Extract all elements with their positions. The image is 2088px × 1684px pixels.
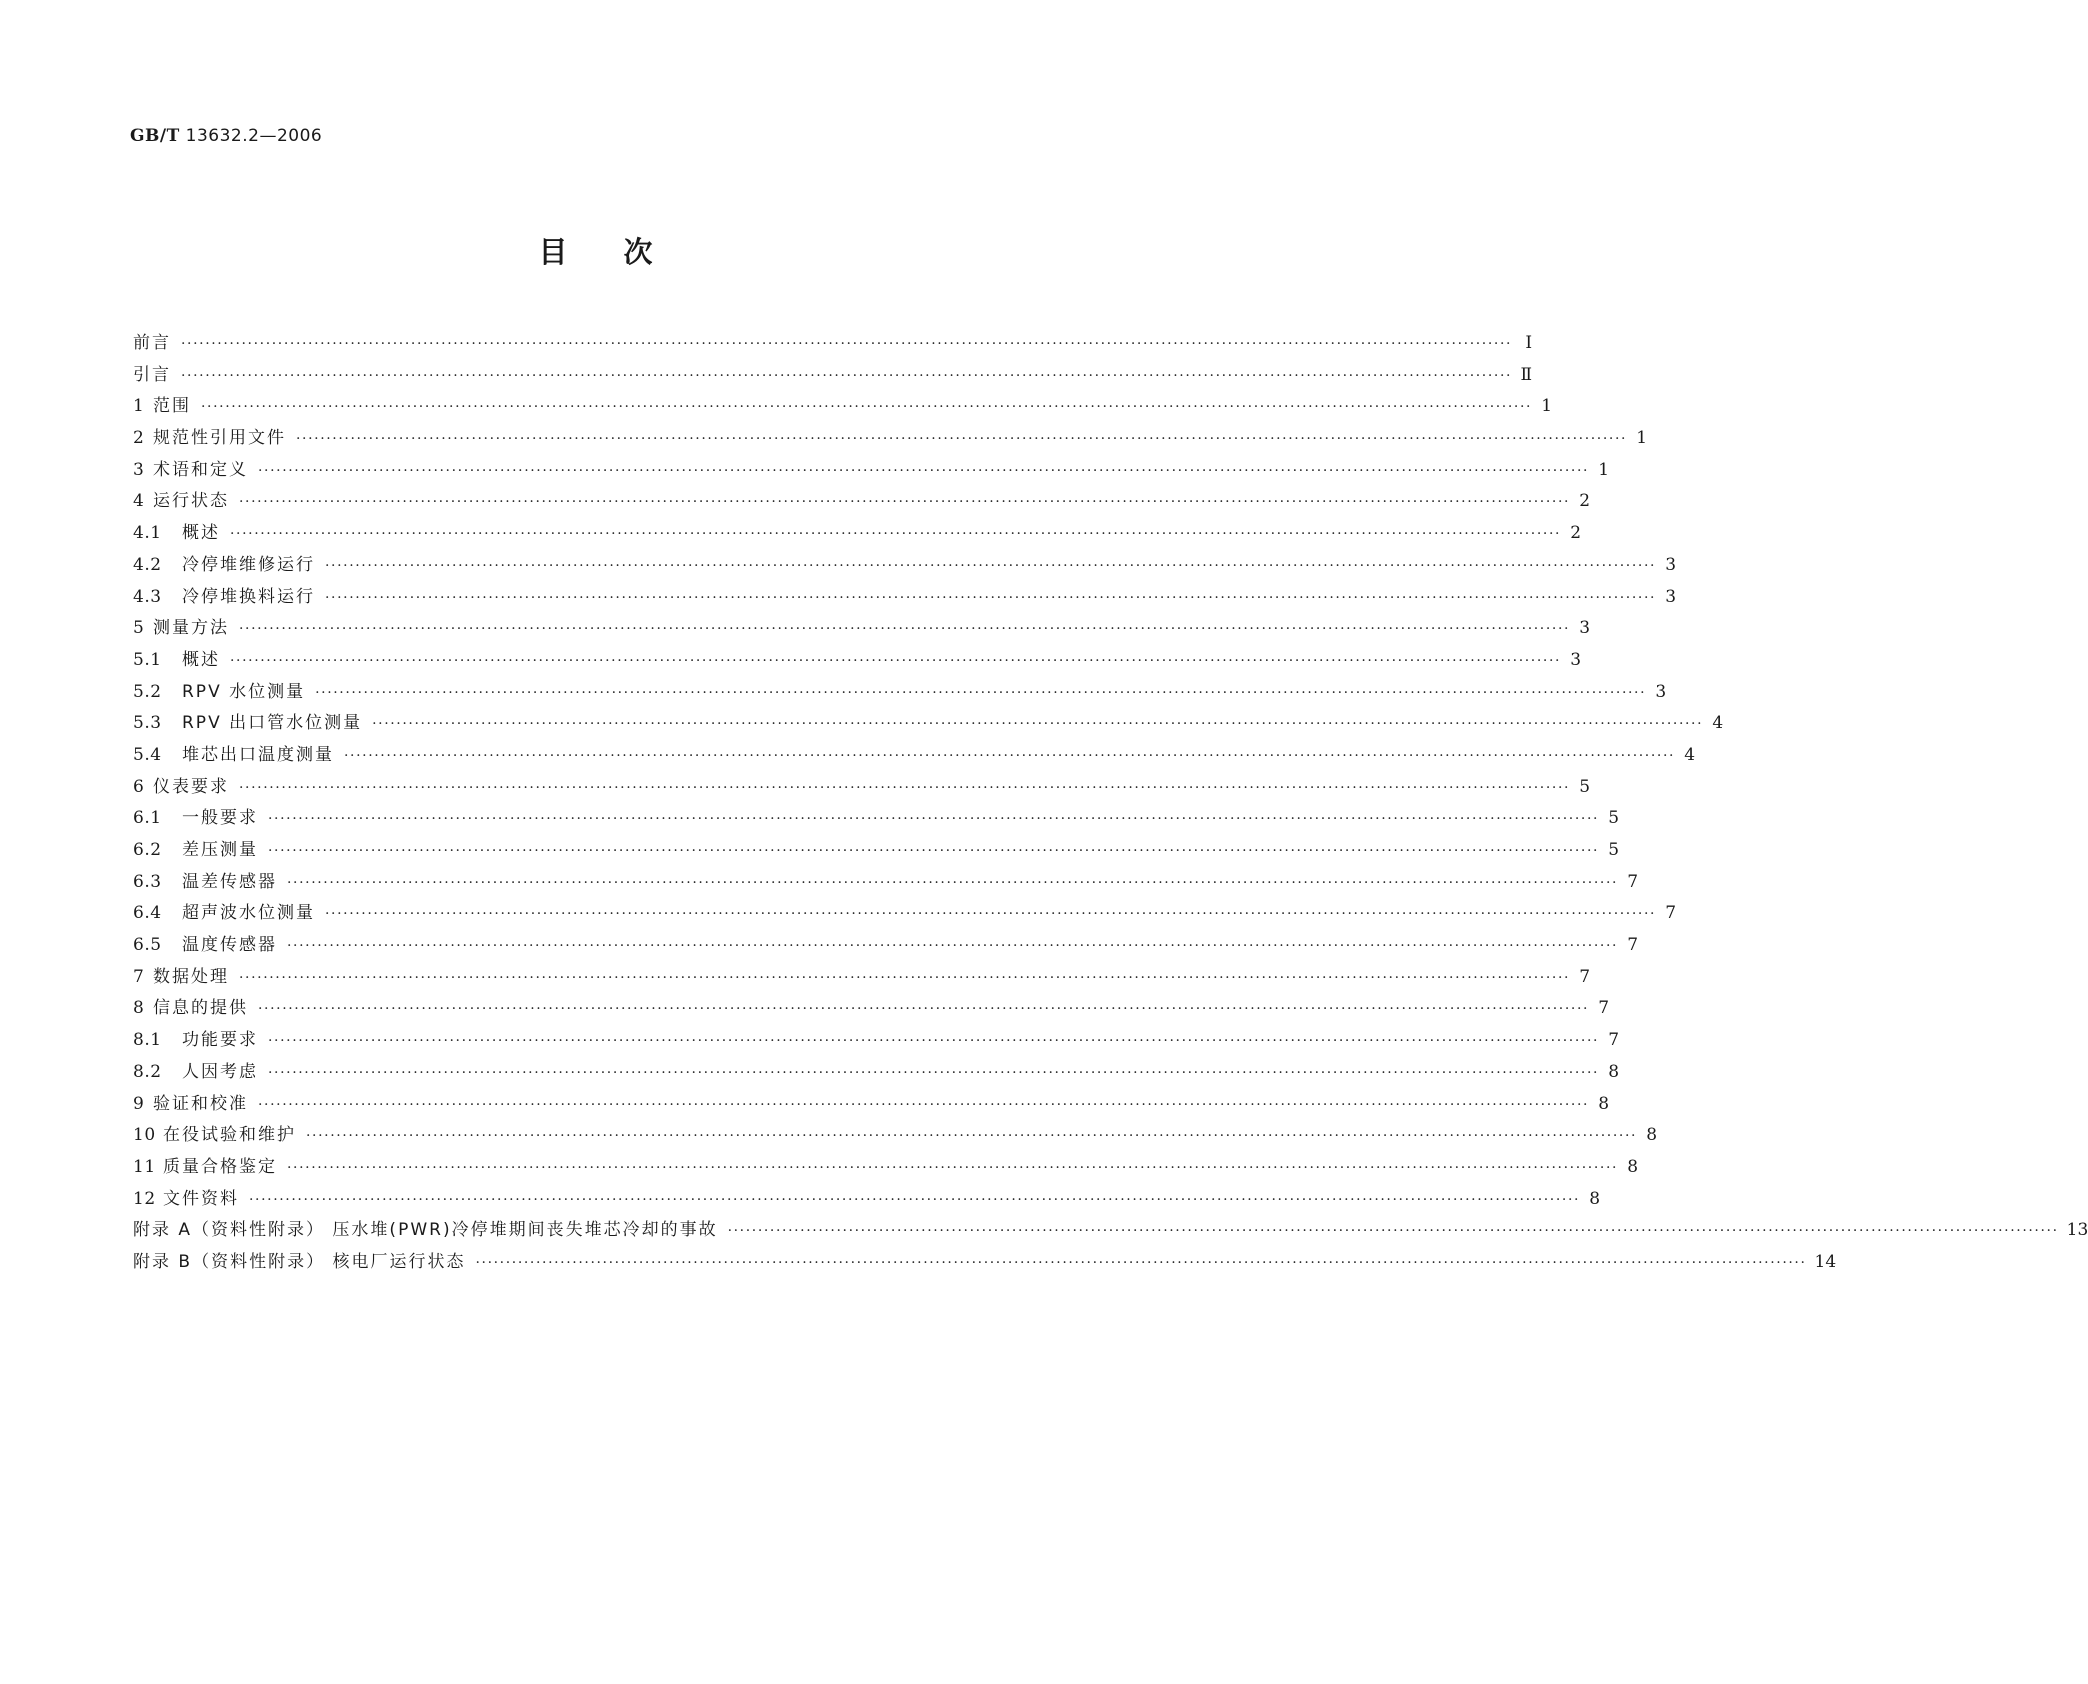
toc-entry[interactable] bbox=[133, 835, 1620, 867]
toc-entry-page: 3 bbox=[1665, 554, 1677, 575]
toc-entry-label: 一般要求 bbox=[182, 808, 258, 829]
toc-entry-label: 质量合格鉴定 bbox=[163, 1156, 277, 1177]
toc-entry-number: 5 bbox=[133, 618, 145, 639]
toc-entry[interactable] bbox=[133, 518, 1582, 550]
toc-dot-leader: ···························································································································································································································· bbox=[306, 1128, 1638, 1145]
toc-entry[interactable] bbox=[133, 645, 1582, 677]
document-code bbox=[130, 126, 322, 146]
toc-entry-page: 1 bbox=[1598, 459, 1610, 480]
toc-entry-number: 12 bbox=[133, 1188, 156, 1209]
toc-entry-number: 4.1 bbox=[133, 523, 162, 544]
toc-entry[interactable] bbox=[133, 328, 1533, 360]
toc-entry[interactable] bbox=[133, 1152, 1639, 1184]
toc-dot-leader: ···························································································································································································································· bbox=[181, 367, 1513, 384]
toc-dot-leader: ···························································································································································································································· bbox=[239, 969, 1571, 986]
toc-entry-page: 3 bbox=[1665, 586, 1677, 607]
toc-entry-label: 测量方法 bbox=[153, 618, 229, 639]
toc-entry-number: 11 bbox=[133, 1156, 156, 1177]
toc-entry[interactable] bbox=[133, 1025, 1620, 1057]
toc-entry-page: 5 bbox=[1579, 776, 1591, 797]
toc-dot-leader: ···························································································································································································································· bbox=[268, 1064, 1600, 1081]
toc-entry-number: 5.1 bbox=[133, 649, 162, 670]
toc-entry-number: 2 bbox=[133, 428, 145, 449]
toc-dot-leader: ···························································································································································································································· bbox=[344, 747, 1676, 764]
document-code-number: 13632.2—2006 bbox=[185, 126, 323, 146]
toc-entry[interactable] bbox=[133, 391, 1553, 423]
toc-entry-label: 温差传感器 bbox=[182, 871, 277, 892]
toc-entry-page: 7 bbox=[1579, 966, 1591, 987]
toc-entry-label: 数据处理 bbox=[153, 966, 229, 987]
toc-dot-leader: ···························································································································································································································· bbox=[296, 431, 1628, 448]
toc-dot-leader: ···························································································································································································································· bbox=[230, 652, 1562, 669]
toc-entry-label: 附录 A（资料性附录） 压水堆(PWR)冷停堆期间丧失堆芯冷却的事故 bbox=[133, 1220, 718, 1241]
toc-entry[interactable] bbox=[133, 803, 1620, 835]
toc-entry[interactable] bbox=[133, 360, 1533, 392]
toc-entry-label: 在役试验和维护 bbox=[163, 1125, 296, 1146]
toc-entry-page: 14 bbox=[1814, 1251, 1837, 1272]
toc-dot-leader: ···························································································································································································································· bbox=[258, 462, 1590, 479]
toc-entry[interactable] bbox=[133, 930, 1639, 962]
toc-entry[interactable] bbox=[133, 677, 1667, 709]
toc-dot-leader: ···························································································································································································································· bbox=[268, 1033, 1600, 1050]
toc-entry-number: 4.2 bbox=[133, 554, 162, 575]
toc-entry-page: 7 bbox=[1665, 903, 1677, 924]
toc-entry[interactable] bbox=[133, 898, 1677, 930]
toc-entry-page: 5 bbox=[1608, 840, 1620, 860]
toc-entry-label: 冷停堆维修运行 bbox=[182, 554, 315, 575]
toc-entry-label: 温度传感器 bbox=[182, 935, 277, 956]
toc-entry-label: 人因考虑 bbox=[182, 1061, 258, 1082]
toc-entry-number: 6.4 bbox=[133, 903, 162, 924]
toc-entry-label: 范围 bbox=[153, 396, 191, 417]
toc-entry-page: 8 bbox=[1646, 1125, 1658, 1146]
toc-dot-leader: ···························································································································································································································· bbox=[325, 589, 1657, 606]
toc-dot-leader: ···························································································································································································································· bbox=[239, 779, 1571, 796]
toc-entry-label: 概述 bbox=[182, 523, 220, 544]
toc-entry-number: 6.1 bbox=[133, 808, 162, 829]
toc-entry-page: 3 bbox=[1655, 681, 1667, 702]
toc-entry-label: 概述 bbox=[182, 649, 220, 670]
toc-entry[interactable] bbox=[133, 550, 1677, 582]
toc-entry-page: 7 bbox=[1598, 998, 1610, 1019]
toc-entry-page: 3 bbox=[1579, 618, 1591, 639]
toc-dot-leader: ···························································································································································································································· bbox=[287, 938, 1619, 955]
toc-entry[interactable] bbox=[133, 1057, 1620, 1089]
toc-entry-page: 13 bbox=[2066, 1220, 2088, 1241]
toc-entry-label: RPV 水位测量 bbox=[182, 681, 306, 702]
document-code-prefix: GB/T bbox=[130, 126, 180, 146]
toc-entry-label: 信息的提供 bbox=[153, 998, 248, 1019]
toc-dot-leader: ···························································································································································································································· bbox=[201, 399, 1533, 416]
toc-dot-leader: ···························································································································································································································· bbox=[287, 1159, 1619, 1176]
toc-entry-label: 前言 bbox=[133, 333, 171, 353]
toc-entry[interactable] bbox=[133, 708, 1724, 740]
toc-entry[interactable] bbox=[133, 1120, 1658, 1152]
toc-entry-number: 5.4 bbox=[133, 744, 162, 765]
toc-entry[interactable] bbox=[133, 867, 1639, 899]
toc-entry[interactable] bbox=[133, 1089, 1610, 1121]
toc-entry-label: 文件资料 bbox=[163, 1188, 239, 1209]
toc-entry-page: 1 bbox=[1636, 428, 1648, 449]
toc-entry-label: 规范性引用文件 bbox=[153, 428, 286, 449]
toc-entry-number: 8 bbox=[133, 998, 145, 1019]
toc-entry-label: 功能要求 bbox=[182, 1030, 258, 1051]
toc-dot-leader: ···························································································································································································································· bbox=[258, 1096, 1590, 1113]
toc-dot-leader: ···························································································································································································································· bbox=[325, 557, 1657, 574]
toc-entry[interactable] bbox=[133, 486, 1591, 518]
toc-entry-page: 7 bbox=[1627, 871, 1639, 892]
toc-entry-page: 2 bbox=[1579, 491, 1591, 512]
toc-entry-number: 1 bbox=[133, 396, 145, 417]
toc-entry-label: 超声波水位测量 bbox=[182, 903, 315, 924]
toc-entry[interactable] bbox=[133, 772, 1591, 804]
toc-entry-page: 1 bbox=[1541, 396, 1553, 417]
toc-entry-label: 堆芯出口温度测量 bbox=[182, 744, 334, 765]
toc-entry-number: 4.3 bbox=[133, 586, 162, 607]
toc-dot-leader: ···························································································································································································································· bbox=[239, 621, 1571, 638]
toc-dot-leader: ···························································································································································································································· bbox=[258, 1001, 1590, 1018]
toc-entry[interactable] bbox=[133, 962, 1591, 994]
toc-dot-leader: ···························································································································································································································· bbox=[287, 874, 1619, 891]
toc-entry-label: 冷停堆换料运行 bbox=[182, 586, 315, 607]
toc-entry-number: 4 bbox=[133, 491, 145, 512]
toc-dot-leader: ···························································································································································································································· bbox=[475, 1254, 1807, 1271]
toc-entry[interactable] bbox=[133, 1184, 1601, 1216]
toc-entry-page: 7 bbox=[1627, 935, 1639, 956]
toc-entry-number: 6.3 bbox=[133, 871, 162, 892]
toc-entry-number: 6 bbox=[133, 776, 145, 797]
toc-entry-number: 3 bbox=[133, 459, 145, 480]
page-title: 目次 bbox=[538, 235, 709, 269]
toc-dot-leader: ···························································································································································································································· bbox=[181, 336, 1513, 352]
toc-entry-number: 10 bbox=[133, 1125, 156, 1146]
toc-dot-leader: ···························································································································································································································· bbox=[372, 716, 1704, 733]
table-of-contents bbox=[133, 328, 2088, 1279]
toc-dot-leader: ···························································································································································································································· bbox=[249, 1191, 1581, 1208]
toc-entry-number: 8.2 bbox=[133, 1061, 162, 1082]
toc-entry-number: 9 bbox=[133, 1093, 145, 1114]
toc-entry-label: 验证和校准 bbox=[153, 1093, 248, 1114]
toc-entry-page: 8 bbox=[1627, 1156, 1639, 1177]
toc-entry-page: 7 bbox=[1608, 1030, 1620, 1051]
toc-entry-label: 附录 B（资料性附录） 核电厂运行状态 bbox=[133, 1251, 466, 1272]
toc-entry-number: 6.2 bbox=[133, 840, 162, 860]
toc-entry-number: 5.3 bbox=[133, 713, 162, 734]
toc-entry-label: 仪表要求 bbox=[153, 776, 229, 797]
toc-entry-page: 3 bbox=[1570, 649, 1582, 670]
toc-entry[interactable] bbox=[133, 455, 1610, 487]
toc-dot-leader: ···························································································································································································································· bbox=[325, 906, 1657, 923]
toc-dot-leader: ···························································································································································································································· bbox=[268, 843, 1600, 859]
toc-entry-label: 引言 bbox=[133, 364, 171, 385]
toc-dot-leader: ···························································································································································································································· bbox=[727, 1223, 2059, 1240]
toc-dot-leader: ···························································································································································································································· bbox=[230, 526, 1562, 543]
toc-entry-number: 7 bbox=[133, 966, 145, 987]
toc-dot-leader: ···························································································································································································································· bbox=[239, 494, 1571, 511]
toc-entry[interactable] bbox=[133, 1247, 1837, 1279]
toc-entry-page: Ⅱ bbox=[1520, 364, 1533, 385]
toc-entry-page: 8 bbox=[1589, 1188, 1601, 1209]
toc-entry[interactable] bbox=[133, 423, 1648, 455]
toc-dot-leader: ···························································································································································································································· bbox=[315, 684, 1647, 701]
toc-dot-leader: ···························································································································································································································· bbox=[268, 811, 1600, 828]
toc-entry-label: 术语和定义 bbox=[153, 459, 248, 480]
toc-entry-number: 5.2 bbox=[133, 681, 162, 702]
toc-entry[interactable] bbox=[133, 1215, 2088, 1247]
toc-entry-page: 5 bbox=[1608, 808, 1620, 829]
toc-entry-page: 8 bbox=[1598, 1093, 1610, 1114]
toc-entry-page: 4 bbox=[1712, 713, 1724, 734]
toc-entry[interactable] bbox=[133, 993, 1610, 1025]
toc-entry-page: Ⅰ bbox=[1525, 333, 1533, 353]
toc-entry-label: RPV 出口管水位测量 bbox=[182, 713, 363, 734]
toc-entry-number: 8.1 bbox=[133, 1030, 162, 1051]
toc-entry[interactable] bbox=[133, 582, 1677, 614]
toc-entry-number: 6.5 bbox=[133, 935, 162, 956]
toc-entry-page: 4 bbox=[1684, 744, 1696, 765]
toc-entry-page: 2 bbox=[1570, 523, 1582, 544]
toc-entry-label: 差压测量 bbox=[182, 840, 258, 860]
toc-entry[interactable] bbox=[133, 613, 1591, 645]
toc-entry[interactable] bbox=[133, 740, 1696, 772]
toc-entry-label: 运行状态 bbox=[153, 491, 229, 512]
toc-entry-page: 8 bbox=[1608, 1061, 1620, 1082]
